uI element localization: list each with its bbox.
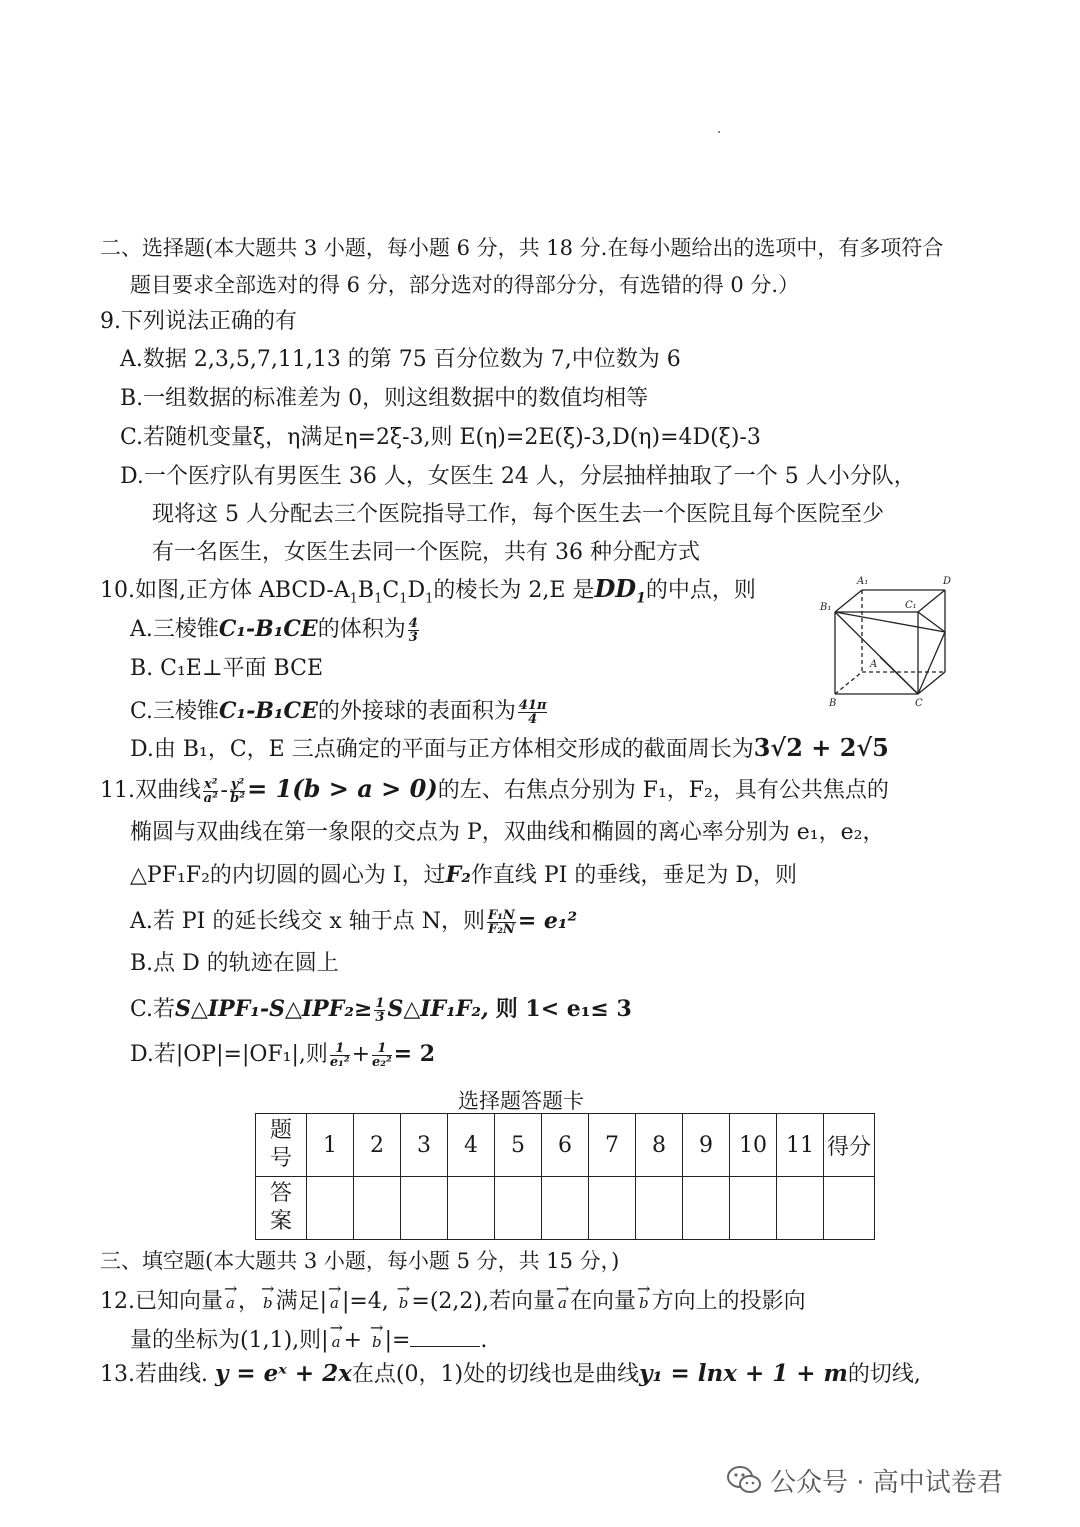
q9-option-d-line1: D.一个医疗队有男医生 36 人，女医生 24 人，分层抽样抽取了一个 5 人小分队， [120,464,916,489]
watermark [726,1462,1003,1502]
col-4: 4 [448,1114,495,1177]
q11-option-c [130,992,632,1027]
q13-line [100,1357,921,1392]
q11-frac-y: $\frac{\text{y²}}{\text{b²}}$ [230,776,245,806]
q13-expr1: y = eˣ + 2x [214,1360,352,1387]
label-a: A [870,659,878,670]
q11-frac-x: $\frac{\text{x²}}{\text{a²}}$ [203,776,218,806]
answer-cell-9[interactable] [683,1177,730,1240]
q11-c-pre: C.若 [130,997,176,1022]
section3-header: 三、填空题(本大题共 3 小题，每小题 5 分，共 15 分，) [100,1249,620,1273]
answer-blank[interactable] [410,1326,480,1347]
col-5: 5 [495,1114,542,1177]
row-head-number: 题号 [256,1114,307,1177]
vector-b: → b [639,1282,649,1318]
answer-cell-score[interactable] [824,1177,875,1240]
q10-option-b: B. C₁E⊥平面 BCE [130,656,324,681]
col-2: 2 [354,1114,401,1177]
q10-a-pre: A.三棱锥 [130,617,219,642]
q11-option-d: D.若|OP|=|OF₁|,则 $\frac{1}{\text{e₁²}}$ + $\frac{1}{\text{e₂²}}$ = 2 [130,1040,436,1070]
edge-c-d [918,672,945,694]
q10-a-expr: C₁-B₁CE [218,616,318,642]
answer-cell-7[interactable] [589,1177,636,1240]
q11-stem-pre: 11.双曲线 [100,778,201,803]
col-8: 8 [636,1114,683,1177]
col-10: 10 [730,1114,777,1177]
answer-cell-3[interactable] [401,1177,448,1240]
scan-speck [718,131,720,133]
vector-a: → a [226,1282,235,1318]
answer-cell-5[interactable] [495,1177,542,1240]
answer-cell-6[interactable] [542,1177,589,1240]
q11-c-post: 则 1< e₁≤ 3 [495,996,632,1022]
q11-a-rhs: = e₁² [517,908,578,934]
edge-c1-d1 [918,590,945,612]
section2-header-line1: 二、选择题(本大题共 3 小题，每小题 6 分，共 18 分.在每小题给出的选项中，有多项符合 [100,236,944,260]
q11-stem-post: 的左、右焦点分别为 F₁，F₂，具有公共焦点的 [437,778,889,803]
q12-l1-f: 方向上的投影向 [651,1289,806,1314]
q10-c-frac: $\frac{41\pi}{4}$ [518,697,547,727]
q10-dd1: DD [594,574,637,603]
q11-c-expr: S△IPF₁-S△IPF₂≥ [175,996,373,1022]
q11-c-frac: $\frac{1}{3}$ [375,995,385,1025]
vector-a: → a [330,1282,339,1318]
answer-cell-2[interactable] [354,1177,401,1240]
q10-stem: 10.如图,正方体 ABCD-$A_1B_1C_1D_1$的棱长为 2,E 是$DD_1$的中点，则 [100,574,756,607]
cube-figure [815,572,955,712]
q10-stem-b: 的棱长为 2,E 是 [433,578,595,603]
vector-b: → b [399,1282,409,1318]
col-6: 6 [542,1114,589,1177]
col-1: 1 [307,1114,354,1177]
q11-line3-b: 作直线 PI 的垂线，垂足为 D，则 [470,863,797,888]
col-3: 3 [401,1114,448,1177]
q9-option-b: B.一组数据的标准差为 0，则这组数据中的数值均相等 [120,386,649,411]
label-c1: C₁ [905,600,917,611]
q12-l1-d: =(2,2),若向量 [411,1289,555,1314]
q10-a-frac: $\frac{4}{3}$ [408,615,418,645]
q10-d-pre: D.由 B₁，C，E 三点确定的平面与正方体相交形成的截面周长为 [130,737,754,762]
q11-a-pre: A.若 PI 的延长线交 x 轴于点 N，则 [130,909,485,934]
q10-c-post: 的外接球的表面积为 [317,699,516,724]
vector-a: → a [332,1321,341,1357]
q9-option-d-line3: 有一名医生，女医生去同一个医院，共有 36 种分配方式 [152,540,700,565]
col-score: 得分 [824,1114,875,1177]
wechat-icon [726,1465,762,1502]
vector-b: → b [263,1282,273,1318]
answer-cell-10[interactable] [730,1177,777,1240]
q10-c-expr: C₁-B₁CE [219,698,318,724]
q11-d-frac1: $\frac{1}{\text{e₁²}}$ [329,1040,350,1070]
q11-line3-a: △PF₁F₂的内切圆的圆心为 I，过 [130,863,446,888]
q13-post: 的切线, [847,1362,921,1387]
q11-line2: 椭圆与双曲线在第一象限的交点为 P，双曲线和椭圆的离心率分别为 e₁，e₂， [130,820,885,845]
q12-l2-a: 量的坐标为(1,1),则| [130,1328,329,1353]
q10-option-c [130,696,549,727]
q11-option-a [130,903,577,940]
q11-line3 [130,860,797,891]
row-head-answer: 答案 [256,1177,307,1240]
col-11: 11 [777,1114,824,1177]
q11-c-mid: S△IF₁F₂, [387,996,489,1022]
col-9: 9 [683,1114,730,1177]
watermark-text: 公众号 · 高中试卷君 [770,1468,1003,1498]
q11-a-frac: $\frac{\text{F₁N}}{\text{F₂N}}$ [488,907,515,937]
q10-d-expr: 3√2 + 2√5 [753,733,889,762]
edge-b1-a1 [835,590,862,612]
vector-b: → b [372,1321,382,1357]
answer-cell-8[interactable] [636,1177,683,1240]
q13-pre: 13.若曲线. [100,1362,208,1387]
q11-option-b: B.点 D 的轨迹在圆上 [130,951,339,976]
col-7: 7 [589,1114,636,1177]
q12-l2-b: |= [384,1328,411,1353]
answer-card-row-numbers [256,1114,875,1177]
q12-l1-b: 满足| [275,1289,327,1314]
answer-card-table [255,1113,875,1240]
label-d: D [943,576,952,587]
q12-l1-e: 在向量 [569,1289,636,1314]
q11-f2: F₂ [445,862,471,888]
q9-option-d-line2: 现将这 5 人分配去三个医院指导工作，每个医生去一个医院且每个医院至少 [152,502,884,527]
label-c: C [915,698,923,709]
q13-mid: 在点(0，1)处的切线也是曲线 [351,1362,640,1387]
q12-line2: 量的坐标为(1,1),则|→ a + → b |= . [130,1321,487,1357]
answer-cell-4[interactable] [448,1177,495,1240]
q11-d-post: = 2 [393,1041,436,1067]
line-c-e [918,632,945,694]
label-a1: A₁ [857,576,869,587]
vector-a: → a [558,1282,567,1318]
q11-eq-mid: = 1(b > a > 0) [247,774,438,803]
q11-d-pre: D.若|OP|=|OF₁|,则 [130,1042,328,1067]
q13-expr2: y₁ = lnx + 1 + m [639,1360,848,1387]
answer-card-row-answers [256,1177,875,1240]
q9-option-c: C.若随机变量ξ，η满足η=2ξ-3,则 E(η)=2E(ξ)-3,D(η)=4D(ξ)-3 [120,425,761,450]
q9-stem: 9.下列说法正确的有 [100,309,297,334]
edge-b-a [835,672,862,694]
answer-cell-1[interactable] [307,1177,354,1240]
section2-header-line2: 题目要求全部选对的得 6 分，部分选对的得部分分，有选错的得 0 分.） [130,273,800,297]
q10-c-pre: C.三棱锥 [130,699,220,724]
q9-option-a: A.数据 2,3,5,7,11,13 的第 75 百分位数为 7,中位数为 6 [120,347,681,372]
q10-option-d [130,733,889,765]
q10-option-a [130,614,421,645]
q11-stem: 11.双曲线 $\frac{\text{x²}}{\text{a²}}$ - $\frac{\text{y²}}{\text{b²}}$ = 1(b > a > 0)的左、右焦点分别为 F₁，F₂，具有公共焦点的 [100,774,889,806]
q10-stem-a: 10.如图,正方体 ABCD-A [100,578,350,603]
q10-stem-c: 的中点，则 [645,578,756,603]
q12-l1-c: |=4, [341,1289,389,1314]
answer-cell-11[interactable] [777,1177,824,1240]
q12-l1-a: 12.已知向量 [100,1289,223,1314]
q10-a-post: 的体积为 [317,617,406,642]
label-b: B [829,698,837,709]
label-b1: B₁ [820,602,832,613]
q12-line1: 12.已知向量→ a ，→ b 满足|→ a |=4, → b =(2,2),若向量→ a 在向量→ b 方向上的投影向 [100,1282,806,1318]
line-a-c [880,657,918,694]
q11-d-frac2: $\frac{1}{\text{e₂²}}$ [372,1040,392,1070]
answer-card-title: 选择题答题卡 [458,1089,584,1113]
